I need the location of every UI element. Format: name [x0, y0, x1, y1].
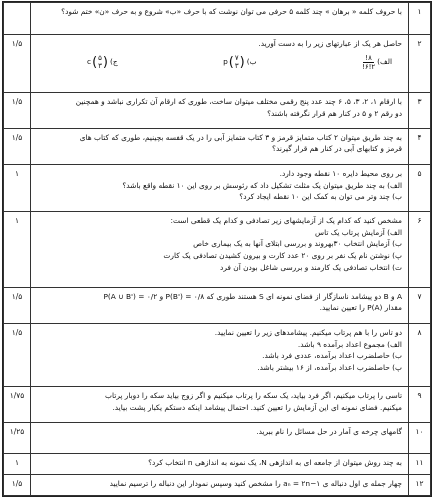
binomial-stack: [235, 54, 239, 70]
question-text: [31, 3, 409, 35]
question-text: [31, 324, 409, 387]
stack-top: ۵: [98, 54, 102, 63]
question-row: [4, 324, 431, 387]
fraction-denominator: ۲!۶!: [362, 62, 376, 71]
question-row: [4, 287, 431, 324]
question-text: [31, 454, 409, 475]
question-row: [4, 387, 431, 423]
question-row: [4, 474, 431, 495]
question-line: ب) چند وتر می توان به کمک این ۱۰ نقطه ایجاد کرد؟: [239, 192, 402, 202]
question-number: ۷: [409, 287, 431, 324]
question-number: ۴: [409, 128, 431, 165]
permutation-notation: [223, 54, 245, 70]
question-line: با حروف کلمه « برهان » چند کلمه ۵ حرفی می توان نوشت که با حرف «ب» شروع و به حرف «ن» ختم شود؟: [61, 7, 402, 16]
question-line: به چند روش میتوان از جامعه ای به اندازهی N، یک نمونه به اندازهی n انتخاب کرد؟: [148, 458, 402, 468]
question-row: [4, 454, 431, 475]
question-number: ۲: [409, 35, 431, 93]
question-line: پ) حاصلضرب اعداد برآمده، از ۱۶ بیشتر باشد.: [257, 363, 402, 373]
question-number: ۹: [409, 387, 431, 423]
fraction-numerator: ۸!: [365, 53, 372, 62]
question-score: ۱/۵: [4, 35, 31, 93]
stack-bottom: ۳: [234, 62, 239, 71]
question-score: ۱/۵: [4, 324, 31, 387]
question-line: پ) نوشتن نام یک نفر بر روی ۲۰ عدد کارت و بیرون کشیدن تصادفی یک کارت: [163, 251, 402, 261]
combination-notation: [87, 54, 108, 70]
question-text: [31, 128, 409, 165]
question-score: ۱: [4, 454, 31, 475]
question-line: A و B دو پیشامد ناسازگار از فضای نمونه ای S هستند طوری که P(B') = ۰/۸ و P(A ∪ B') = ۰/۲: [103, 291, 402, 301]
left-paren-icon: (: [92, 54, 98, 70]
permutation-symbol: p: [223, 57, 228, 67]
expression-b: [223, 54, 256, 70]
expression-label: ب): [246, 57, 257, 67]
question-line: میکنیم. فضای نمونه ای این آزمایش را تعیین کنید. احتمال پیشامد اینکه دستکم یکبار پشت بیاید.: [112, 402, 402, 412]
question-score: ۱/۵: [4, 128, 31, 165]
question-text: [31, 93, 409, 129]
question-line: بر روی محیط دایره ۱۰ نقطه وجود دارد.: [279, 169, 402, 179]
question-line: چهار جمله ی اول دنباله ی aₙ = ۲n−۱ را مشخص کنید وسپس نمودار این دنباله را ترسیم نمایید: [109, 478, 402, 488]
question-line: ب) آزمایش انتخاب ۳۰بهروند و بررسی ابتلای آنها به یک بیماری خاص: [193, 239, 402, 249]
question-score: ۱/۵: [4, 287, 31, 324]
right-paren-icon: ): [239, 54, 245, 70]
question-line: دو تاس را با هم پرتاب میکنیم. پیشامدهای زیر را تعیین نمایید.: [214, 328, 402, 338]
question-score: ۱: [4, 165, 31, 212]
question-text: [31, 212, 409, 287]
exam-table: [3, 2, 431, 496]
question-number: ۸: [409, 324, 431, 387]
question-number: ۱۰: [409, 422, 431, 453]
question-score: ۱: [4, 212, 31, 287]
math-expressions: [37, 50, 402, 72]
combination-symbol: c: [87, 57, 92, 67]
question-number: ۶: [409, 212, 431, 287]
question-line: ت) انتخاب تصادفی یک کارمند و بررسی شاغل بودن آن فرد: [220, 262, 402, 272]
question-line: ب) حاصلضرب اعداد برآمده، عددی فرد باشد.: [262, 351, 402, 361]
question-row: [4, 128, 431, 165]
question-line: الف) مجموع اعداد برآمده ۹ باشد.: [297, 339, 402, 349]
question-line: مقدار P(A) را تعیین نمایید.: [319, 303, 402, 313]
left-paren-icon: (: [228, 54, 234, 70]
question-text: [31, 474, 409, 495]
question-number: ۱۲: [409, 474, 431, 495]
question-text: [31, 35, 409, 93]
question-row: [4, 165, 431, 212]
question-number: ۱: [409, 3, 431, 35]
question-text: [31, 422, 409, 453]
question-line: دو رقم ۲ و ۵ در کنار هم قرار نگرفته باشند؟: [267, 108, 402, 118]
expression-label: ج): [110, 57, 118, 67]
question-row: [4, 3, 431, 35]
question-line: گامهای چرخه ی آمار در حل مسائل را نام ببرید.: [256, 426, 402, 436]
exam-sheet: [2, 1, 432, 497]
question-text: [31, 387, 409, 423]
question-line: الف) آزمایش پرتاب یک تاس: [315, 227, 402, 237]
question-row: [4, 422, 431, 453]
question-line: قرمز و کتابهای آبی در کنار هم قرار گیرند؟: [272, 144, 402, 154]
question-number: ۱۱: [409, 454, 431, 475]
stack-bottom: ۳: [98, 62, 102, 71]
right-paren-icon: ): [102, 54, 108, 70]
question-score: ۱/۵: [4, 474, 31, 495]
question-number: ۳: [409, 93, 431, 129]
question-row: [4, 35, 431, 93]
question-line: به چند طریق میتوان ۲ کتاب متمایز قرمز و ۳ کتاب متمایز آبی را در یک قفسه بچینیم، طوری که کتاب های: [79, 132, 402, 142]
binomial-stack: [98, 54, 102, 70]
expression-label: الف): [377, 57, 392, 67]
question-score: ۱/۵: [4, 93, 31, 129]
question-line: حاصل هر یک از عبارتهای زیر را به دست آورید.: [258, 39, 402, 49]
question-text: [31, 287, 409, 324]
question-line: مشخص کنید که کدام یک از آزمایشهای زیر تصادفی و کدام یک قطعی است:: [170, 216, 402, 226]
question-score: ۱/۲۵: [4, 422, 31, 453]
question-text: [31, 165, 409, 212]
expression-c: [87, 54, 118, 70]
expression-a: [362, 54, 392, 71]
question-number: ۵: [409, 165, 431, 212]
stack-top: ۷: [234, 54, 239, 63]
question-line: الف) به چند طریق میتوان یک مثلث تشکیل داد که رئوسش بر روی این ۱۰ نقطه واقع باشد؟: [122, 180, 402, 190]
question-row: [4, 93, 431, 129]
question-line: تاسی را پرتاب میکنیم، اگر فرد بیاید، یک سکه را پرتاب میکنیم و اگر زوج بیاید سکه را دوبار پرتاب: [105, 391, 402, 401]
factorial-fraction: [362, 54, 375, 71]
question-row: [4, 212, 431, 287]
question-score: [4, 3, 31, 35]
question-score: ۱/۷۵: [4, 387, 31, 423]
question-line: با ارقام ۱، ۲، ۳، ۵، ۶ چند عدد پنج رقمی مختلف میتوان ساخت، طوری که ارقام آن تکراری نباشد و همچنین: [75, 97, 402, 106]
